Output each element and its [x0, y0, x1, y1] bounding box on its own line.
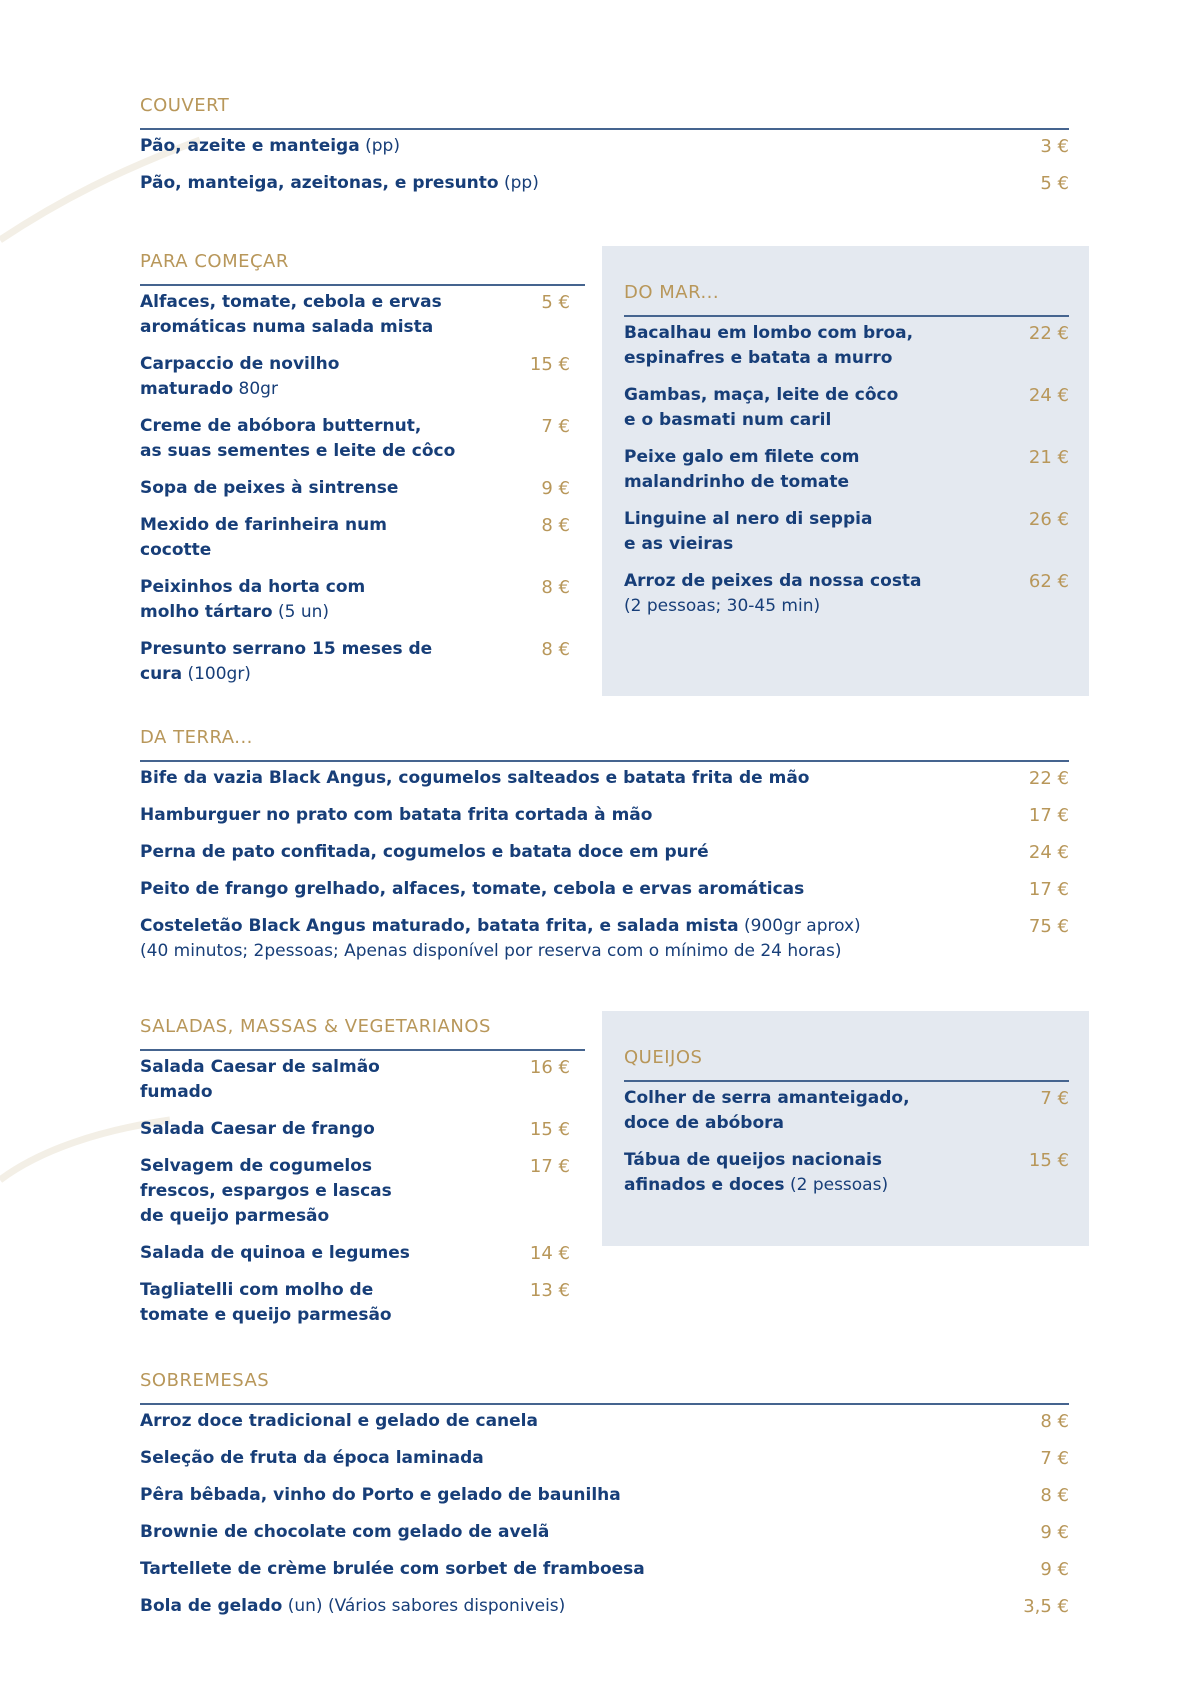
menu-item-note: (5 un)	[272, 602, 330, 622]
menu-item-price: 9 €	[1040, 1559, 1069, 1580]
menu-item-price: 62 €	[1028, 571, 1069, 592]
menu-item-text	[140, 352, 339, 402]
menu-item-price: 8 €	[541, 639, 570, 660]
menu-item-name: Tagliatelli com molho de tomate e queijo parmesão	[140, 1280, 392, 1325]
menu-item-name: Mexido de farinheira num cocotte	[140, 515, 387, 560]
menu-item	[140, 575, 570, 625]
menu-item	[140, 1483, 1069, 1508]
menu-item	[140, 1241, 570, 1266]
menu-item-text	[140, 476, 398, 501]
menu-item-note: (100gr)	[182, 664, 251, 684]
menu-list	[140, 1409, 1069, 1619]
menu-item	[140, 1055, 570, 1105]
menu-list	[624, 1086, 1069, 1198]
menu-item-name: Pão, azeite e manteiga	[140, 136, 360, 156]
section-sobremesas	[140, 1370, 1069, 1631]
menu-item-text	[140, 637, 432, 687]
section-divider	[624, 315, 1069, 317]
section-title-para-comecar: PARA COMEÇAR	[140, 251, 289, 272]
menu-item-text	[140, 840, 709, 865]
menu-item-text	[140, 1154, 392, 1229]
menu-list	[624, 321, 1069, 619]
menu-item-name: Hamburguer no prato com batata frita cortada à mão	[140, 805, 653, 825]
menu-item	[140, 1594, 1069, 1619]
menu-item-name: Presunto serrano 15 meses de cura	[140, 639, 433, 684]
menu-item-name: Selvagem de cogumelos frescos, espargos e lascas de queijo parmesão	[140, 1156, 392, 1226]
menu-item-name: Salada Caesar de frango	[140, 1119, 375, 1139]
menu-item-note: (pp)	[498, 173, 539, 193]
menu-item-price: 17 €	[1028, 805, 1069, 826]
menu-item	[140, 914, 1069, 964]
menu-item	[140, 352, 570, 402]
menu-item	[140, 513, 570, 563]
menu-list	[140, 290, 570, 687]
menu-item	[140, 414, 570, 464]
section-divider	[140, 128, 1069, 130]
menu-item	[140, 476, 570, 501]
menu-item	[140, 1117, 570, 1142]
menu-item-price: 15 €	[529, 1119, 570, 1140]
menu-list	[140, 766, 1069, 964]
menu-item-name: Salada Caesar de salmão fumado	[140, 1057, 380, 1102]
menu-item	[140, 290, 570, 340]
menu-item-text	[140, 1241, 410, 1266]
menu-item-price: 7 €	[1040, 1088, 1069, 1109]
menu-item-name: Tábua de queijos nacionais afinados e doces	[624, 1150, 883, 1195]
menu-item-name: Alfaces, tomate, cebola e ervas aromáticas numa salada mista	[140, 292, 442, 337]
menu-item-name: Pão, manteiga, azeitonas, e presunto	[140, 173, 499, 193]
menu-item-name: Bife da vazia Black Angus, cogumelos salteados e batata frita de mão	[140, 768, 810, 788]
menu-item	[140, 840, 1069, 865]
menu-item-name: Sopa de peixes à sintrense	[140, 478, 399, 498]
section-title-queijos: QUEIJOS	[624, 1047, 703, 1068]
menu-item-name: Peito de frango grelhado, alfaces, tomate, cebola e ervas aromáticas	[140, 879, 805, 899]
menu-item	[140, 134, 1069, 159]
menu-item-text	[140, 766, 810, 791]
menu-item-text	[140, 575, 365, 625]
menu-item-text	[140, 877, 804, 902]
menu-item-price: 8 €	[541, 577, 570, 598]
menu-item	[140, 766, 1069, 791]
menu-item-text	[140, 513, 387, 563]
menu-item-price: 8 €	[541, 515, 570, 536]
menu-item-name: Bola de gelado	[140, 1596, 283, 1616]
menu-item-price: 7 €	[1040, 1448, 1069, 1469]
menu-item-price: 24 €	[1028, 842, 1069, 863]
menu-item-note: (900gr aprox) (40 minutos; 2pessoas; Apenas disponível por reserva com o mínimo de 24 horas)	[140, 916, 861, 961]
section-divider	[140, 1403, 1069, 1405]
menu-item-price: 21 €	[1028, 447, 1069, 468]
menu-item-price: 22 €	[1028, 768, 1069, 789]
menu-item-text	[140, 414, 455, 464]
menu-item-text	[140, 171, 539, 196]
section-title-couvert: COUVERT	[140, 95, 230, 116]
section-para-comecar	[140, 251, 585, 699]
section-divider	[140, 1049, 585, 1051]
menu-item	[140, 171, 1069, 196]
menu-item	[624, 1086, 1069, 1136]
menu-item-name: Tartellete de crème brulée com sorbet de framboesa	[140, 1559, 645, 1579]
menu-item-text	[140, 1483, 621, 1508]
menu-item-text	[624, 383, 898, 433]
menu-item	[624, 1148, 1069, 1198]
menu-item-price: 75 €	[1028, 916, 1069, 937]
menu-item-price: 17 €	[529, 1156, 570, 1177]
menu-item	[624, 445, 1069, 495]
menu-item-name: Colher de serra amanteigado, doce de abóbora	[624, 1088, 910, 1133]
menu-item-price: 15 €	[529, 354, 570, 375]
menu-item	[140, 803, 1069, 828]
menu-item-text	[140, 1409, 538, 1434]
menu-item-price: 22 €	[1028, 323, 1069, 344]
menu-item	[140, 1557, 1069, 1582]
menu-item	[624, 569, 1069, 619]
menu-item-text	[140, 1117, 375, 1142]
section-divider	[140, 284, 585, 286]
menu-item-price: 8 €	[1040, 1411, 1069, 1432]
menu-item-text	[624, 445, 859, 495]
menu-item-note: (2 pessoas; 30-45 min)	[624, 596, 821, 616]
menu-item	[140, 1409, 1069, 1434]
menu-item-text	[140, 1520, 549, 1545]
menu-item-text	[140, 803, 652, 828]
menu-item	[624, 383, 1069, 433]
menu-item-name: Peixinhos da horta com molho tártaro	[140, 577, 366, 622]
section-title-da-terra: DA TERRA...	[140, 727, 253, 748]
menu-item-text	[140, 1446, 484, 1471]
menu-item-text	[624, 1148, 888, 1198]
section-saladas	[140, 1016, 585, 1340]
menu-item-price: 8 €	[1040, 1485, 1069, 1506]
menu-item-text	[140, 1557, 645, 1582]
menu-item-text	[624, 321, 913, 371]
menu-item-note: (2 pessoas)	[784, 1175, 889, 1195]
menu-item	[140, 1278, 570, 1328]
menu-item	[140, 637, 570, 687]
section-divider	[624, 1080, 1069, 1082]
menu-item	[140, 1446, 1069, 1471]
menu-item-text	[140, 1594, 565, 1619]
menu-item-note: (pp)	[359, 136, 400, 156]
menu-item-note: 80gr	[233, 379, 278, 399]
menu-item-text	[140, 134, 400, 159]
menu-item-price: 3 €	[1040, 136, 1069, 157]
menu-item-text	[140, 914, 861, 964]
menu-item-text	[140, 290, 442, 340]
menu-item-price: 9 €	[541, 478, 570, 499]
menu-item	[140, 1520, 1069, 1545]
menu-item-name: Peixe galo em filete com malandrinho de tomate	[624, 447, 860, 492]
section-divider	[140, 760, 1069, 762]
menu-item-name: Pêra bêbada, vinho do Porto e gelado de baunilha	[140, 1485, 621, 1505]
menu-item-price: 3,5 €	[1023, 1596, 1069, 1617]
menu-item	[624, 507, 1069, 557]
menu-item-note: (un) (Vários sabores disponiveis)	[282, 1596, 566, 1616]
section-do-mar	[624, 282, 1069, 631]
menu-item-text	[624, 1086, 910, 1136]
menu-item-name: Creme de abóbora butternut, as suas sementes e leite de côco	[140, 416, 456, 461]
menu-item-name: Gambas, maça, leite de côco e o basmati num caril	[624, 385, 899, 430]
section-title-do-mar: DO MAR...	[624, 282, 720, 303]
menu-item-price: 9 €	[1040, 1522, 1069, 1543]
menu-item-name: Carpaccio de novilho maturado	[140, 354, 340, 399]
menu-item-name: Seleção de fruta da época laminada	[140, 1448, 484, 1468]
menu-item-price: 24 €	[1028, 385, 1069, 406]
menu-item-text	[140, 1278, 392, 1328]
menu-item-text	[624, 507, 872, 557]
section-title-saladas: SALADAS, MASSAS & VEGETARIANOS	[140, 1016, 491, 1037]
menu-item	[140, 1154, 570, 1229]
section-title-sobremesas: SOBREMESAS	[140, 1370, 270, 1391]
menu-item-name: Costeletão Black Angus maturado, batata frita, e salada mista	[140, 916, 739, 936]
menu-item-price: 26 €	[1028, 509, 1069, 530]
section-queijos	[624, 1047, 1069, 1210]
menu-item-text	[140, 1055, 380, 1105]
menu-item-price: 16 €	[529, 1057, 570, 1078]
menu-item-price: 7 €	[541, 416, 570, 437]
menu-item-name: Arroz de peixes da nossa costa	[624, 571, 922, 591]
menu-item-name: Bacalhau em lombo com broa, espinafres e batata a murro	[624, 323, 914, 368]
menu-item-name: Arroz doce tradicional e gelado de canela	[140, 1411, 538, 1431]
menu-item	[624, 321, 1069, 371]
menu-item-name: Perna de pato confitada, cogumelos e batata doce em puré	[140, 842, 709, 862]
menu-item-text	[624, 569, 922, 619]
menu-item-price: 15 €	[1028, 1150, 1069, 1171]
menu-list	[140, 1055, 570, 1328]
menu-item-price: 14 €	[529, 1243, 570, 1264]
section-da-terra	[140, 727, 1069, 976]
menu-item-price: 5 €	[1040, 173, 1069, 194]
menu-item-name: Linguine al nero di seppia e as vieiras	[624, 509, 873, 554]
menu-item-name: Salada de quinoa e legumes	[140, 1243, 410, 1263]
menu-item-price: 5 €	[541, 292, 570, 313]
menu-item-price: 13 €	[529, 1280, 570, 1301]
menu-item	[140, 877, 1069, 902]
section-couvert	[140, 95, 1069, 208]
menu-item-price: 17 €	[1028, 879, 1069, 900]
menu-item-name: Brownie de chocolate com gelado de avelã	[140, 1522, 550, 1542]
menu-list	[140, 134, 1069, 196]
